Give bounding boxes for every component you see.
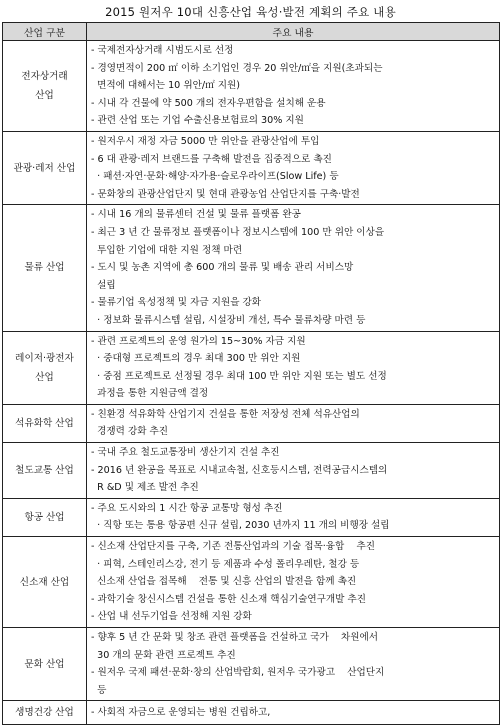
content-line: - 시내 각 건물에 약 500 개의 전자우편함을 설치해 운용 [91, 97, 326, 109]
category-label: 물류 산업 [24, 262, 65, 274]
content-line: - 경영면적이 200 ㎡ 이하 소기업인 경우 20 위안/㎡을 지원(초과되는 [91, 62, 383, 74]
content-line: - 향후 5 년 간 문화 및 창조 관련 플랫폼을 건설하고 국가 차원에서 [91, 632, 378, 643]
category-label: 철도교통 산업 [15, 464, 74, 476]
industry-category [3, 131, 87, 204]
table-row [3, 404, 500, 442]
industry-content [87, 404, 500, 442]
content-line: - 원저우시 재정 자금 5000 만 위안을 관광산업에 투입 [91, 135, 320, 147]
industry-category [3, 498, 87, 536]
industry-content [87, 41, 500, 132]
table-header-row [3, 23, 500, 41]
content-line: - 6 대 관광·레저 브랜드를 구축해 발전을 집중적으로 촉진 [91, 153, 332, 165]
content-line: · 피혁, 스테인리스강, 전기 등 제품과 수성 폴리우레탄, 철강 등 [91, 558, 360, 570]
category-label: 생명건강 산업 [15, 707, 74, 719]
content-line: 등 [91, 684, 107, 696]
content-line: - 시내 16 개의 물류센터 건설 및 물류 플랫폼 완공 [91, 209, 301, 221]
industry-content [87, 628, 500, 701]
table-row [3, 131, 500, 204]
category-label: 석유화학 산업 [15, 417, 74, 429]
industry-category [3, 41, 87, 132]
content-line: - 국제전자상거래 시범도시로 선정 [91, 45, 234, 56]
content-line: - 국내 주요 철도교통장비 생산기지 건설 추진 [91, 447, 280, 459]
industry-category [3, 537, 87, 628]
content-line: · 직항 또는 통용 항공편 신규 설립, 2030 년까지 11 개의 비행장 설립 [91, 520, 390, 532]
table-body [3, 41, 500, 725]
industry-category [3, 205, 87, 331]
category-label: 전자상거래 [21, 70, 68, 82]
industry-content [87, 537, 500, 628]
content-line: - 사회적 자금으로 운영되는 병원 건립하고, [91, 707, 271, 719]
category-label: 관광·레저 산업 [13, 162, 76, 174]
content-line: - 관련 산업 또는 기업 수출신용보험료의 30% 지원 [91, 115, 304, 127]
content-line: · 패션·자연·문화·해양·자가용·슬로우라이프(Slow Life) 등 [91, 171, 339, 183]
table-row [3, 498, 500, 536]
content-line: - 도시 및 농촌 지역에 총 600 개의 물류 및 배송 관리 서비스망 [91, 262, 354, 274]
table-row [3, 443, 500, 499]
content-line: 신소재 산업을 접목해 전통 및 신흥 산업의 발전을 함께 촉진 [91, 576, 357, 588]
content-line: - 물류기업 육성정책 및 자금 지원을 강화 [91, 297, 262, 309]
table-row [3, 41, 500, 132]
content-line: 과정을 통한 지원금액 결정 [91, 388, 209, 400]
content-line: - 원저우 국제 패션·문화·창의 산업박람회, 원저우 국가광고 산업단지 [91, 667, 385, 679]
table-row [3, 701, 500, 725]
content-line: - 과학기술 창신시스템 건설을 통한 신소재 핵심기술연구개발 추진 [91, 593, 367, 605]
content-line: · 중대형 프로젝트의 경우 최대 300 만 위안 지원 [91, 353, 301, 365]
category-label: 항공 산업 [24, 511, 65, 523]
industry-category [3, 331, 87, 404]
table-row [3, 331, 500, 404]
industry-content [87, 331, 500, 404]
category-label: 신소재 산업 [19, 576, 70, 588]
industry-content [87, 131, 500, 204]
category-label: 산업 [35, 371, 54, 383]
industry-category [3, 404, 87, 442]
content-line: - 주요 도시와의 1 시간 항공 교통망 형성 추진 [91, 502, 283, 514]
content-line: 설립 [91, 279, 116, 291]
content-line: - 문화창의 관광산업단지 및 현대 관광농업 산업단지를 구축·발전 [91, 188, 360, 200]
category-label: 문화 산업 [24, 658, 65, 670]
content-line: - 최근 3 년 간 물류정보 플랫폼이나 정보시스템에 100 만 위안 이상을 [91, 226, 385, 238]
plan-table [2, 22, 500, 725]
industry-category [3, 443, 87, 499]
table-row [3, 537, 500, 628]
industry-content [87, 701, 500, 725]
table-row [3, 205, 500, 331]
content-line: - 산업 내 선두기업을 선정해 지원 강화 [91, 611, 252, 623]
industry-content [87, 443, 500, 499]
table-row [3, 628, 500, 701]
content-line: 투입한 기업에 대한 지원 정책 마련 [91, 244, 243, 256]
content-line: - 친환경 석유화학 산업기지 건설을 통한 저장성 전체 석유산업의 [91, 408, 360, 420]
content-line: R &D 및 제조 발전 추진 [91, 482, 199, 494]
content-line: - 2016 년 완공을 목표로 시내교속철, 신호등시스템, 전력공급시스템의 [91, 464, 388, 476]
category-label: 레이저·광전자 [15, 352, 74, 364]
header-content: 주요 내용 [87, 23, 500, 41]
document-title: 2015 원저우 10대 신흥산업 육성·발전 계획의 주요 내용 [105, 5, 396, 19]
content-line: - 신소재 산업단지를 구축, 기존 전통산업과의 기술 접목·융합 추진 [91, 541, 376, 553]
content-line: 경쟁력 강화 추진 [91, 426, 169, 438]
industry-content [87, 205, 500, 331]
content-line: · 정보화 물류시스템 설립, 시설장비 개선, 특수 물류차량 마련 등 [91, 314, 366, 326]
header-category: 산업 구분 [3, 23, 87, 41]
content-line: - 관련 프로젝트의 운영 원가의 15~30% 자금 지원 [91, 335, 306, 347]
content-line: 면적에 대해서는 10 위안/㎡ 지원) [91, 80, 241, 92]
industry-content [87, 498, 500, 536]
content-line: 30 개의 문화 관련 프로젝트 추진 [91, 649, 236, 661]
content-line: · 중점 프로젝트로 선정될 경우 최대 100 만 위안 지원 또는 별도 선정 [91, 370, 387, 382]
industry-category [3, 701, 87, 725]
industry-category [3, 628, 87, 701]
category-label: 산업 [35, 89, 54, 101]
